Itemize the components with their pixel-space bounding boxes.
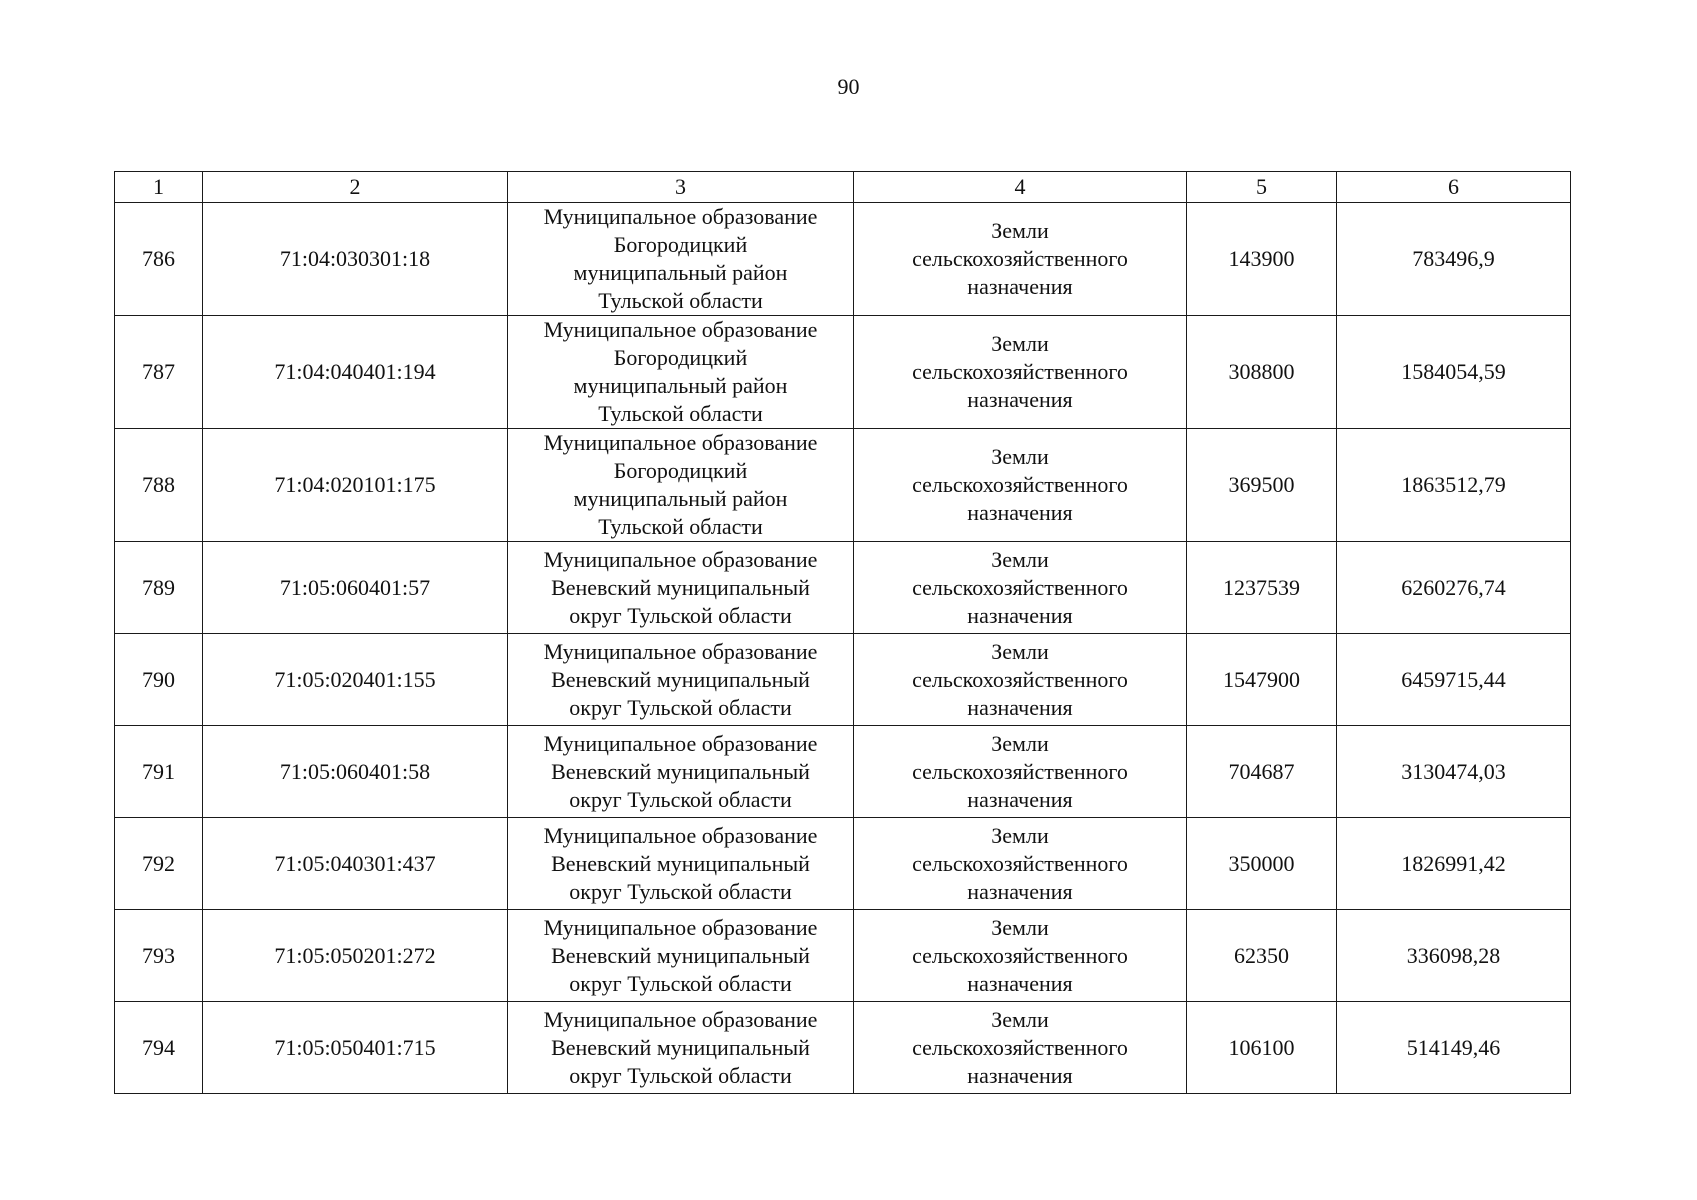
- land-category-cell: Земли сельскохозяйственного назначения: [854, 542, 1187, 634]
- page-number: 90: [837, 74, 860, 99]
- cadastral-value-cell: 1826991,42: [1337, 818, 1571, 910]
- column-header: 4: [854, 172, 1187, 203]
- row-number-cell: 788: [115, 429, 203, 542]
- area-cell: 369500: [1187, 429, 1337, 542]
- land-category-cell: Земли сельскохозяйственного назначения: [854, 203, 1187, 316]
- cadastral-value-cell: 514149,46: [1337, 1002, 1571, 1094]
- owner-cell: Муниципальное образование Богородицкий муниципальный район Тульской области: [508, 203, 854, 316]
- owner-cell: Муниципальное образование Богородицкий муниципальный район Тульской области: [508, 316, 854, 429]
- row-number-cell: 794: [115, 1002, 203, 1094]
- row-number-cell: 793: [115, 910, 203, 1002]
- cadastral-number-cell: 71:05:060401:58: [203, 726, 508, 818]
- cadastral-value-cell: 6459715,44: [1337, 634, 1571, 726]
- column-header: 1: [115, 172, 203, 203]
- owner-cell: Муниципальное образование Богородицкий муниципальный район Тульской области: [508, 429, 854, 542]
- table-header-row: [115, 172, 1571, 203]
- column-header: 3: [508, 172, 854, 203]
- table-row: [115, 203, 1571, 316]
- cadastral-value-cell: 1863512,79: [1337, 429, 1571, 542]
- area-cell: 1237539: [1187, 542, 1337, 634]
- cadastral-number-cell: 71:05:050201:272: [203, 910, 508, 1002]
- cadastral-number-cell: 71:05:060401:57: [203, 542, 508, 634]
- cadastral-number-cell: 71:04:040401:194: [203, 316, 508, 429]
- row-number-cell: 786: [115, 203, 203, 316]
- land-plots-table: [114, 171, 1571, 1094]
- table-row: [115, 429, 1571, 542]
- cadastral-number-cell: 71:05:040301:437: [203, 818, 508, 910]
- area-cell: 350000: [1187, 818, 1337, 910]
- table-row: [115, 726, 1571, 818]
- cadastral-value-cell: 336098,28: [1337, 910, 1571, 1002]
- cadastral-number-cell: 71:04:020101:175: [203, 429, 508, 542]
- area-cell: 1547900: [1187, 634, 1337, 726]
- column-header: 6: [1337, 172, 1571, 203]
- land-category-cell: Земли сельскохозяйственного назначения: [854, 316, 1187, 429]
- area-cell: 143900: [1187, 203, 1337, 316]
- owner-cell: Муниципальное образование Веневский муниципальный округ Тульской области: [508, 542, 854, 634]
- column-header: 5: [1187, 172, 1337, 203]
- land-category-cell: Земли сельскохозяйственного назначения: [854, 634, 1187, 726]
- owner-cell: Муниципальное образование Веневский муниципальный округ Тульской области: [508, 726, 854, 818]
- land-category-cell: Земли сельскохозяйственного назначения: [854, 726, 1187, 818]
- table-row: [115, 316, 1571, 429]
- row-number-cell: 790: [115, 634, 203, 726]
- row-number-cell: 792: [115, 818, 203, 910]
- row-number-cell: 789: [115, 542, 203, 634]
- table-row: [115, 1002, 1571, 1094]
- land-category-cell: Земли сельскохозяйственного назначения: [854, 818, 1187, 910]
- area-cell: 62350: [1187, 910, 1337, 1002]
- cadastral-number-cell: 71:05:050401:715: [203, 1002, 508, 1094]
- cadastral-number-cell: 71:04:030301:18: [203, 203, 508, 316]
- owner-cell: Муниципальное образование Веневский муниципальный округ Тульской области: [508, 634, 854, 726]
- land-category-cell: Земли сельскохозяйственного назначения: [854, 429, 1187, 542]
- table-row: [115, 634, 1571, 726]
- cadastral-value-cell: 3130474,03: [1337, 726, 1571, 818]
- land-category-cell: Земли сельскохозяйственного назначения: [854, 1002, 1187, 1094]
- cadastral-number-cell: 71:05:020401:155: [203, 634, 508, 726]
- area-cell: 106100: [1187, 1002, 1337, 1094]
- area-cell: 704687: [1187, 726, 1337, 818]
- land-category-cell: Земли сельскохозяйственного назначения: [854, 910, 1187, 1002]
- cadastral-value-cell: 1584054,59: [1337, 316, 1571, 429]
- owner-cell: Муниципальное образование Веневский муниципальный округ Тульской области: [508, 1002, 854, 1094]
- owner-cell: Муниципальное образование Веневский муниципальный округ Тульской области: [508, 818, 854, 910]
- table-row: [115, 818, 1571, 910]
- table-row: [115, 542, 1571, 634]
- cadastral-value-cell: 6260276,74: [1337, 542, 1571, 634]
- cadastral-value-cell: 783496,9: [1337, 203, 1571, 316]
- row-number-cell: 791: [115, 726, 203, 818]
- owner-cell: Муниципальное образование Веневский муниципальный округ Тульской области: [508, 910, 854, 1002]
- row-number-cell: 787: [115, 316, 203, 429]
- area-cell: 308800: [1187, 316, 1337, 429]
- column-header: 2: [203, 172, 508, 203]
- table-row: [115, 910, 1571, 1002]
